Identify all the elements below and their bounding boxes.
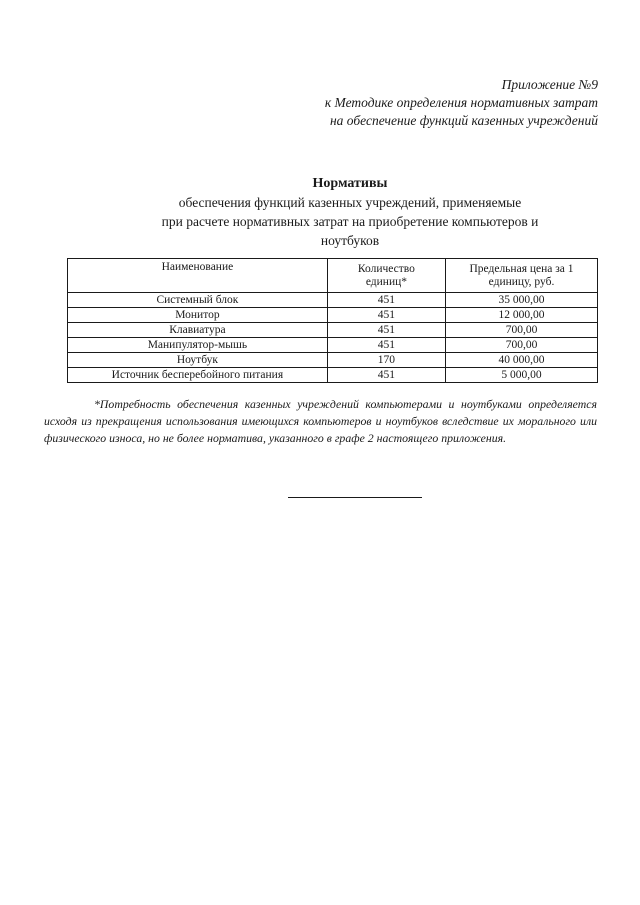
cell-price: 40 000,00: [446, 353, 598, 368]
cell-quantity: 451: [327, 308, 445, 323]
subtitle-line3: ноутбуков: [320, 233, 380, 248]
header-name: Наименование: [68, 259, 328, 293]
cell-price: 5 000,00: [446, 368, 598, 383]
cell-quantity: 451: [327, 293, 445, 308]
document-title: [100, 174, 600, 250]
cell-name: Монитор: [68, 308, 328, 323]
cell-quantity: 451: [327, 368, 445, 383]
cell-quantity: 451: [327, 338, 445, 353]
cell-name: Манипулятор-мышь: [68, 338, 328, 353]
appendix-header: [198, 76, 598, 130]
appendix-number: Приложение №9: [501, 77, 598, 92]
header-price: Предельная цена за 1 единицу, руб.: [446, 259, 598, 293]
table-row: [68, 293, 598, 308]
table-row: [68, 338, 598, 353]
cell-quantity: 170: [327, 353, 445, 368]
footnote: *Потребность обеспечения казенных учреждений компьютерами и ноутбуками определяется исходя из прекращения использования имеющихся компьютеров и ноутбуков вследствие их морального или физического износа, но не более норматива, указанного в графе 2 настоящего приложения.: [44, 397, 597, 445]
table-row: [68, 323, 598, 338]
cell-quantity: 451: [327, 323, 445, 338]
subtitle-line2: при расчете нормативных затрат на приобретение компьютеров и: [161, 214, 539, 229]
table-header-row: [68, 259, 598, 293]
title-subtitle: [100, 193, 600, 250]
cell-name: Системный блок: [68, 293, 328, 308]
subtitle-line1: обеспечения функций казенных учреждений, применяемые: [178, 195, 522, 210]
cell-name: Клавиатура: [68, 323, 328, 338]
appendix-reference-line2: на обеспечение функций казенных учреждений: [329, 113, 598, 128]
cell-price: 700,00: [446, 338, 598, 353]
table-row: [68, 353, 598, 368]
cell-name: Ноутбук: [68, 353, 328, 368]
norms-table: [67, 258, 598, 383]
table-row: [68, 368, 598, 383]
cell-price: 700,00: [446, 323, 598, 338]
cell-price: 12 000,00: [446, 308, 598, 323]
table-row: [68, 308, 598, 323]
title-main: Нормативы: [312, 176, 388, 191]
cell-price: 35 000,00: [446, 293, 598, 308]
signature-line: [288, 497, 422, 498]
cell-name: Источник бесперебойного питания: [68, 368, 328, 383]
appendix-reference-line1: к Методике определения нормативных затрат: [324, 95, 598, 110]
header-quantity: Количество единиц*: [327, 259, 445, 293]
